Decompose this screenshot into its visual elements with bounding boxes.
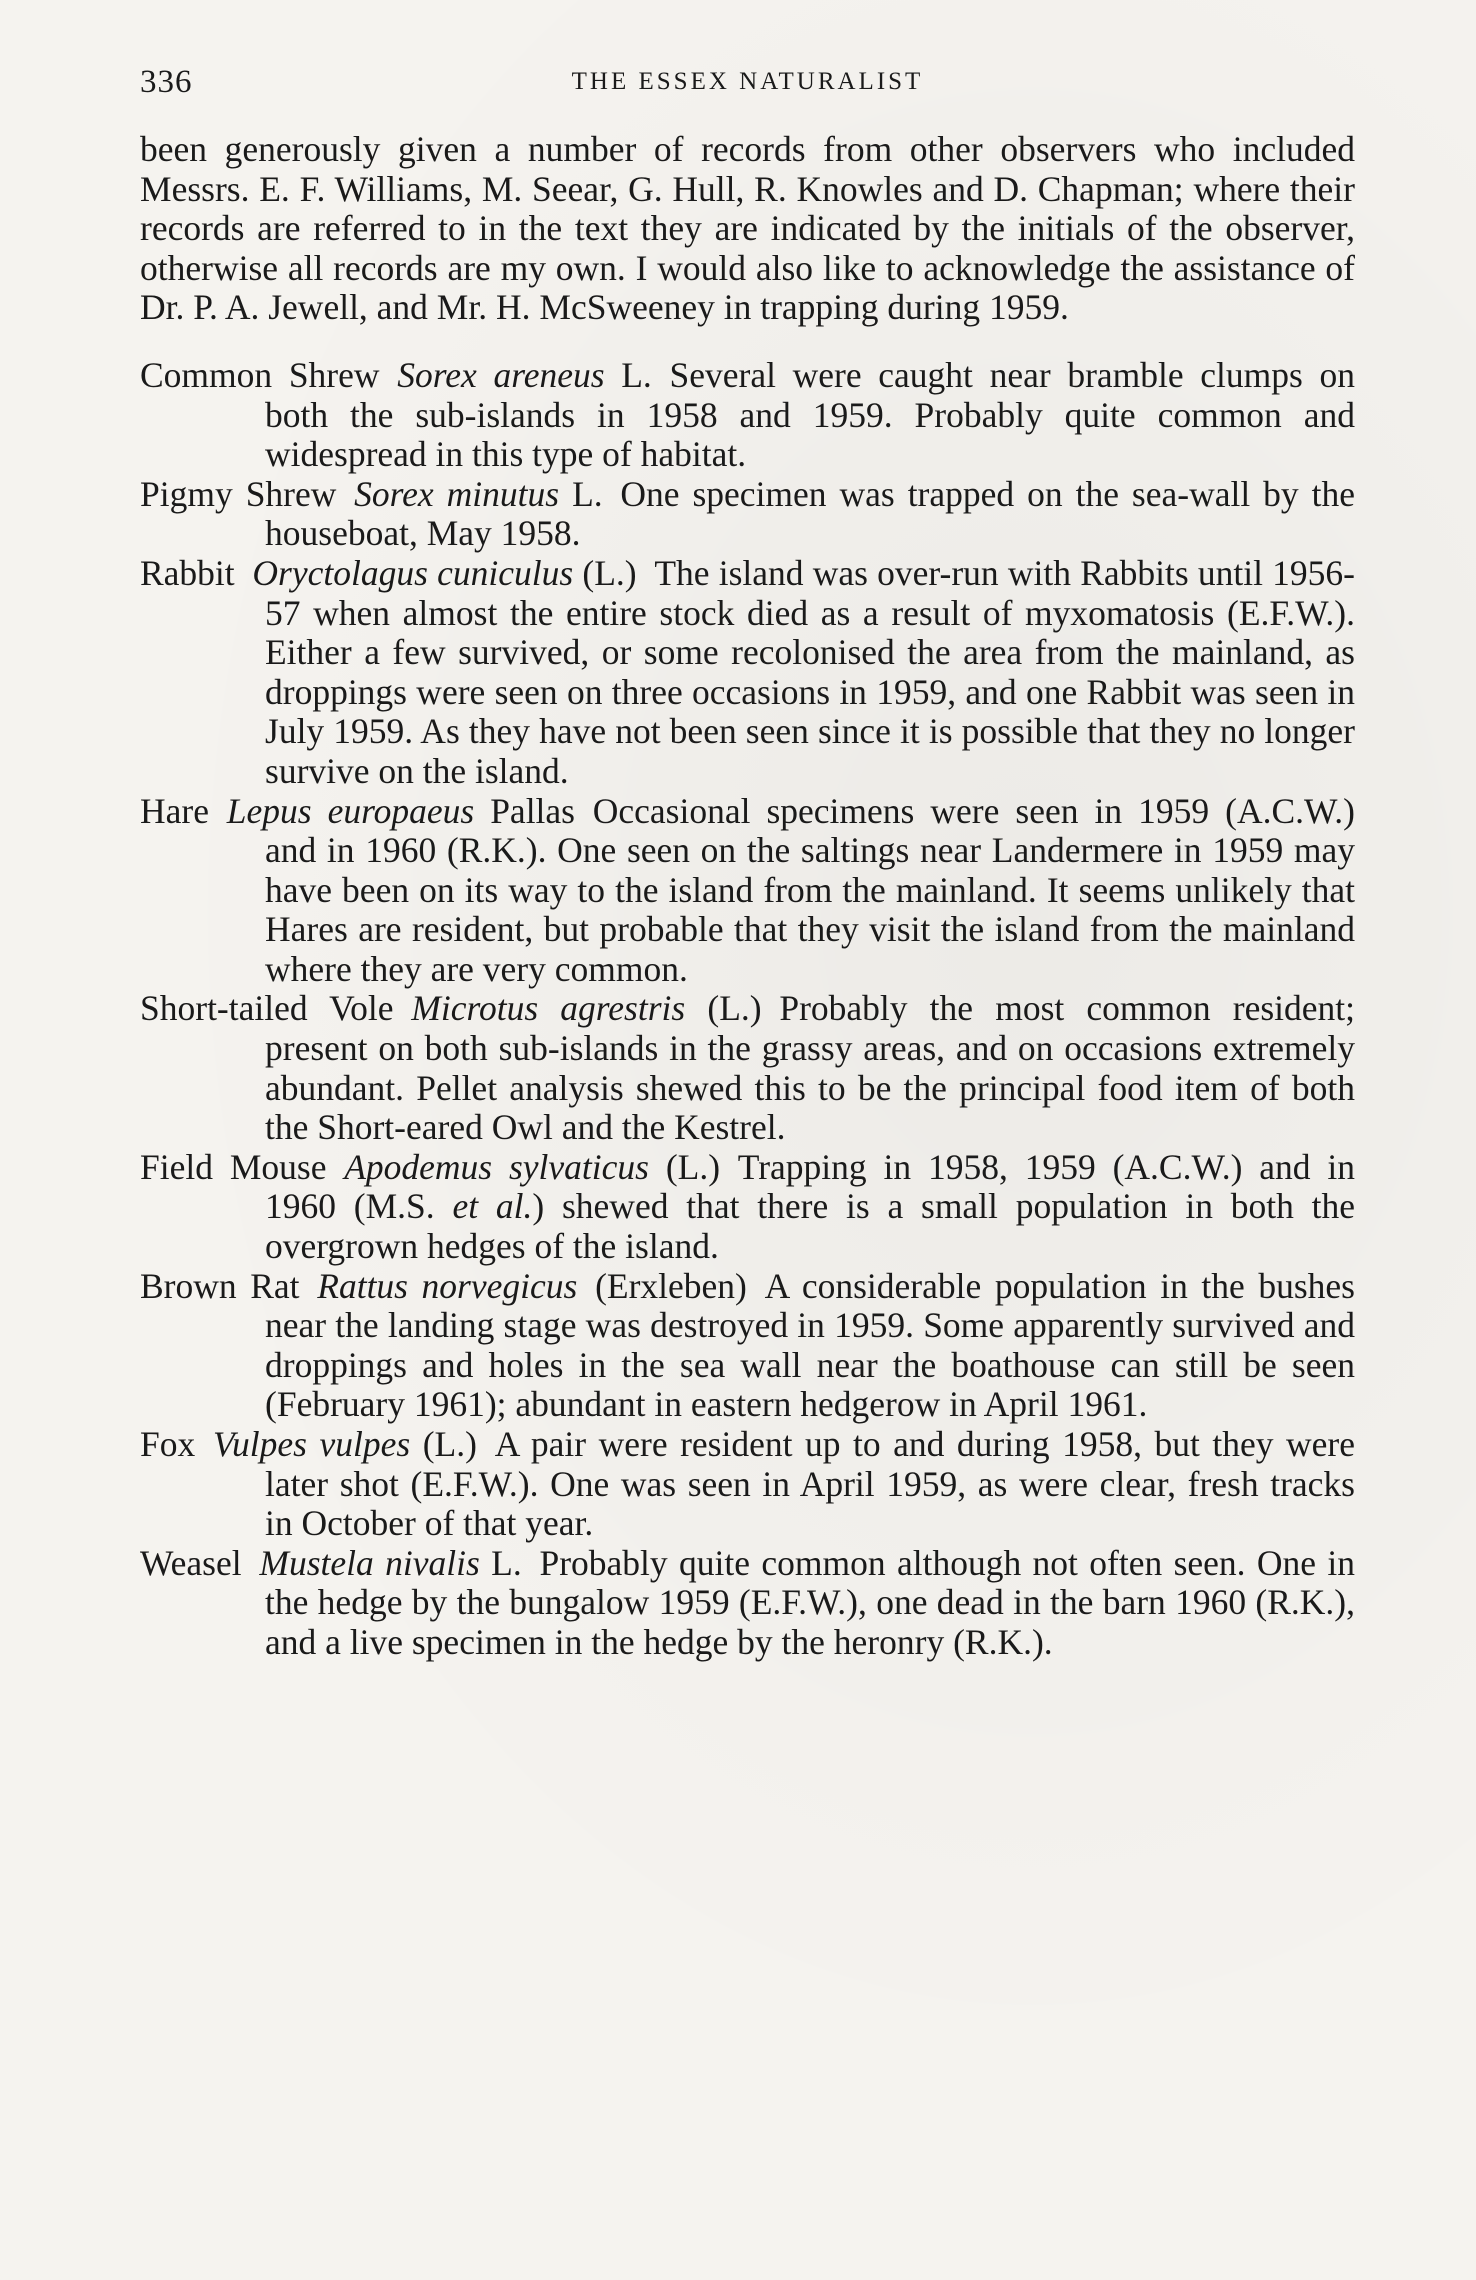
entry-text: Trapping in 1958, 1959 (A.C.W.) and in 1960 (M.S. bbox=[265, 1146, 1355, 1227]
authority: L. bbox=[621, 354, 652, 395]
common-name: Brown Rat bbox=[140, 1265, 300, 1306]
entry-text: One specimen was trapped on the sea-wall by the houseboat, May 1958. bbox=[265, 473, 1356, 554]
species-entry-pigmy-shrew bbox=[140, 475, 1355, 554]
common-name: Common Shrew bbox=[140, 354, 380, 395]
common-name: Rabbit bbox=[140, 552, 235, 593]
authority: L. bbox=[491, 1542, 522, 1583]
common-name: Pigmy Shrew bbox=[140, 473, 337, 514]
common-name: Hare bbox=[140, 790, 209, 831]
entry-text: ) shewed that there is a small population in both the overgrown hedges of the island. bbox=[265, 1186, 1356, 1267]
authority: Pallas bbox=[490, 790, 575, 831]
authority: (Erxleben) bbox=[595, 1265, 747, 1306]
common-name: Fox bbox=[140, 1424, 196, 1464]
entry-text: Occasional specimens were seen in 1959 (A.C.W.) and in 1960 (R.K.). One seen on the saltings near Landermere in 1959 may have been on its way to the island from the mainland. It seems unlikely that Hares are resident, but probable that they visit the island from the mainland where they are very common. bbox=[265, 790, 1355, 989]
common-name: Field Mouse bbox=[140, 1146, 327, 1187]
scientific-name: Microtus agrestris bbox=[411, 988, 686, 1029]
species-entry-short-tailed-vole bbox=[140, 989, 1355, 1147]
entry-text: The island was over-run with Rabbits until 1956-57 when almost the entire stock died as a result of myxomatosis (E.F.W.). Either a few survived, or some recolonised the area from the mainland, as droppings were seen on three occasions in 1959, and one Rabbit was seen in July 1959. As they have not been seen since it is possible that they no longer survive on the island. bbox=[265, 552, 1355, 791]
species-entry-rabbit bbox=[140, 554, 1355, 792]
species-entry-brown-rat bbox=[140, 1267, 1355, 1425]
article-body bbox=[140, 130, 1355, 1663]
species-entry-common-shrew bbox=[140, 356, 1355, 475]
species-entry-fox bbox=[140, 1425, 1355, 1544]
authority: (L.) bbox=[707, 988, 762, 1029]
entry-text: A considerable population in the bushes near the landing stage was destroyed in 1959. Some apparently survived and droppings and holes in the sea wall near the boathouse can still be seen (February 1961); abundant in eastern hedgerow in April 1961. bbox=[265, 1265, 1355, 1425]
species-entry-weasel bbox=[140, 1544, 1355, 1663]
scientific-name: Sorex areneus bbox=[397, 354, 605, 395]
journal-title: THE ESSEX NATURALIST bbox=[571, 68, 924, 95]
entry-text: Several were caught near bramble clumps on both the sub-islands in 1958 and 1959. Probably quite common and widespread in this type of habitat. bbox=[265, 354, 1356, 475]
entry-text-italic: et al. bbox=[452, 1186, 533, 1227]
scientific-name: Sorex minutus bbox=[354, 473, 560, 514]
scientific-name: Lepus europaeus bbox=[226, 790, 475, 831]
entry-text: Probably quite common although not often seen. One in the hedge by the bungalow 1959 (E.F.W.), one dead in the barn 1960 (R.K.), and a live specimen in the hedge by the heronry (R.K.). bbox=[265, 1542, 1356, 1662]
scientific-name: Mustela nivalis bbox=[259, 1542, 480, 1583]
species-entry-hare bbox=[140, 792, 1355, 990]
page-number: 336 bbox=[140, 64, 193, 100]
entry-text: Probably the most common resident; present on both sub-islands in the grassy areas, and on occasions extremely abundant. Pellet analysis shewed this to be the principal food item of both the Short-eared Owl and the Kestrel. bbox=[265, 988, 1355, 1148]
authority: (L.) bbox=[665, 1146, 721, 1187]
entry-text: A pair were resident up to and during 1958, but they were later shot (E.F.W.). One was seen in April 1959, as were clear, fresh tracks in October of that year. bbox=[265, 1424, 1356, 1544]
intro-paragraph: been generously given a number of records from other observers who included Messrs. E. F. Williams, M. Seear, G. Hull, R. Knowles and D. Chapman; where their records are referred to in the text they are indicated by the initials of the observer, otherwise all records are my own. I would also like to acknowledge the assistance of Dr. P. A. Jewell, and Mr. H. McSweeney in trapping during 1959. bbox=[140, 129, 1355, 328]
authority: (L.) bbox=[422, 1424, 477, 1464]
common-name: Short-tailed Vole bbox=[140, 988, 394, 1029]
running-head bbox=[140, 64, 1355, 104]
scientific-name: Rattus norvegicus bbox=[317, 1265, 578, 1306]
authority: (L.) bbox=[582, 552, 637, 593]
scientific-name: Oryctolagus cuniculus bbox=[252, 552, 574, 593]
scientific-name: Vulpes vulpes bbox=[213, 1424, 411, 1464]
authority: L. bbox=[572, 473, 603, 514]
scientific-name: Apodemus sylvaticus bbox=[344, 1146, 649, 1187]
common-name: Weasel bbox=[140, 1542, 242, 1583]
species-entry-field-mouse bbox=[140, 1148, 1355, 1267]
